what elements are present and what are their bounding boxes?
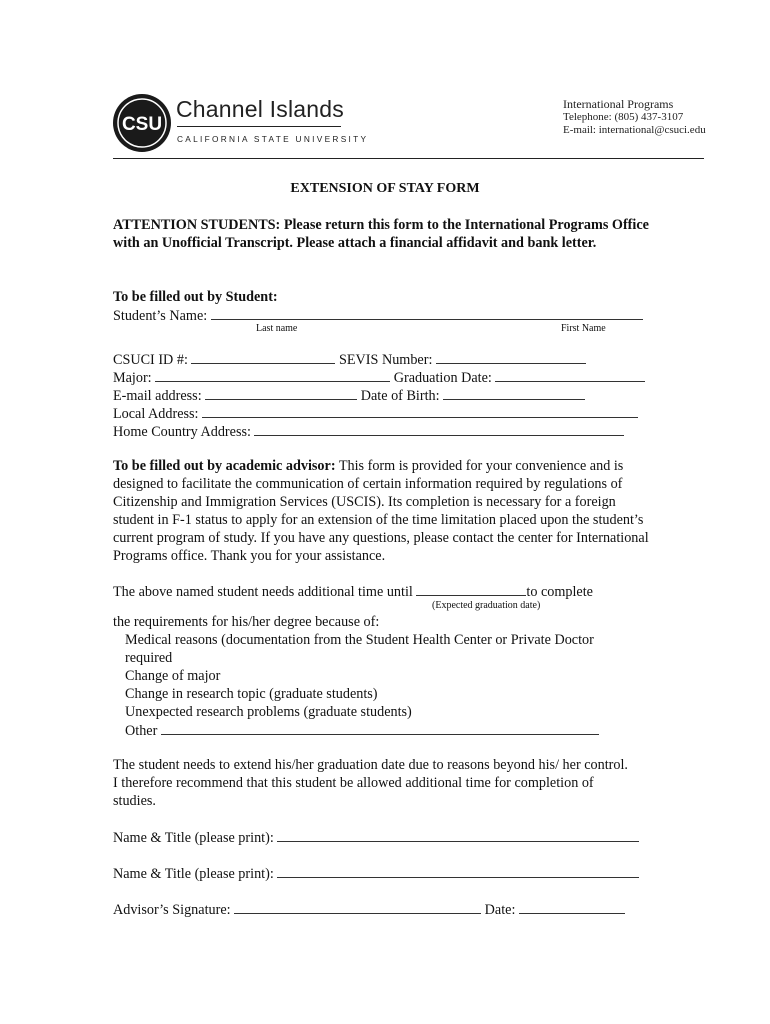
graduation-date-label: Graduation Date: [393, 370, 492, 386]
csuci-id-label: CSUCI ID #: [113, 352, 188, 368]
university-name: Channel Islands [176, 96, 344, 122]
sevis-field[interactable] [436, 350, 586, 364]
home-address-label: Home Country Address: [113, 424, 251, 440]
office-name: International Programs [563, 97, 674, 111]
reason-medical[interactable]: Medical reasons (documentation from the Student Health Center or Private Doctor [125, 632, 594, 648]
expected-graduation-hint: (Expected graduation date) [432, 600, 541, 611]
email-label: E-mail address: [113, 388, 202, 404]
major-field[interactable] [155, 368, 390, 382]
major-row [113, 368, 645, 387]
name-title-label-1: Name & Title (please print): [113, 830, 274, 846]
signature-row [113, 900, 625, 919]
reason-other-row [125, 721, 599, 740]
student-section-heading: To be filled out by Student: [113, 289, 278, 305]
email-field[interactable] [205, 386, 357, 400]
expected-graduation-field[interactable] [416, 582, 526, 596]
major-label: Major: [113, 370, 152, 386]
advisor-signature-label: Advisor’s Signature: [113, 902, 231, 918]
needs-time-suffix: to complete [526, 584, 593, 600]
local-address-label: Local Address: [113, 406, 199, 422]
last-name-hint: Last name [256, 323, 298, 334]
advisor-text: This form is provided for your convenience and is designed to facilitate the communication of certain information required by regulations of Citizenship and Immigration Services (USCIS). Its completion is necessary for a foreign student in F-1 status to apply for an extension of the time limitation placed upon the student’s current program of study. If you have any questions, please contact the center for International Programs office. Thank you for your assistance. [113, 458, 649, 564]
csuci-id-field[interactable] [191, 350, 335, 364]
local-address-row [113, 404, 638, 423]
student-name-label: Student’s Name: [113, 308, 208, 324]
requirements-text: the requirements for his/her degree because of: [113, 614, 380, 630]
advisor-intro [113, 457, 660, 565]
date-label: Date: [484, 902, 516, 918]
first-name-hint: First Name [561, 323, 606, 334]
logo-divider [177, 126, 341, 127]
dob-field[interactable] [443, 386, 585, 400]
home-address-field[interactable] [254, 422, 624, 436]
name-title-row-1 [113, 828, 639, 847]
svg-text:CSU: CSU [121, 114, 163, 135]
dob-label: Date of Birth: [360, 388, 440, 404]
advisor-heading: To be filled out by academic advisor: [113, 458, 336, 474]
student-name-field[interactable] [211, 306, 643, 320]
name-title-field-2[interactable] [277, 864, 639, 878]
needs-time-text: The above named student needs additional time until [113, 584, 413, 600]
reason-other-field[interactable] [161, 721, 599, 735]
header-divider [113, 158, 704, 159]
name-title-label-2: Name & Title (please print): [113, 866, 274, 882]
form-title: EXTENSION OF STAY FORM [290, 181, 480, 196]
name-title-field-1[interactable] [277, 828, 639, 842]
reason-change-major[interactable]: Change of major [125, 668, 221, 684]
university-subtitle: CALIFORNIA STATE UNIVERSITY [177, 134, 369, 144]
attention-notice: ATTENTION STUDENTS: Please return this form to the International Programs Office with an Unofficial Transcript. Please attach a financial affidavit and bank letter. [113, 217, 649, 251]
home-address-row [113, 422, 624, 441]
reason-medical-cont: required [125, 650, 173, 666]
reason-research-problems[interactable]: Unexpected research problems (graduate students) [125, 704, 412, 720]
advisor-signature-field[interactable] [234, 900, 481, 914]
telephone: Telephone: (805) 437-3107 [563, 111, 684, 123]
local-address-field[interactable] [202, 404, 638, 418]
email-contact: E-mail: international@csuci.edu [563, 124, 706, 136]
name-title-row-2 [113, 864, 639, 883]
reason-other-label: Other [125, 723, 158, 739]
id-row [113, 350, 586, 369]
date-field[interactable] [519, 900, 625, 914]
recommendation-text: The student needs to extend his/her graduation date due to reasons beyond his/ her control. I therefore recommend that this student be allowed additional time for completion of studies. [113, 757, 628, 809]
sevis-label: SEVIS Number: [338, 352, 433, 368]
csu-monogram-icon [116, 97, 168, 149]
contact-block [563, 97, 706, 137]
graduation-date-field[interactable] [495, 368, 645, 382]
reason-research-topic[interactable]: Change in research topic (graduate students) [125, 686, 378, 702]
email-row [113, 386, 585, 405]
extension-row [113, 582, 593, 601]
university-logo [113, 94, 171, 152]
